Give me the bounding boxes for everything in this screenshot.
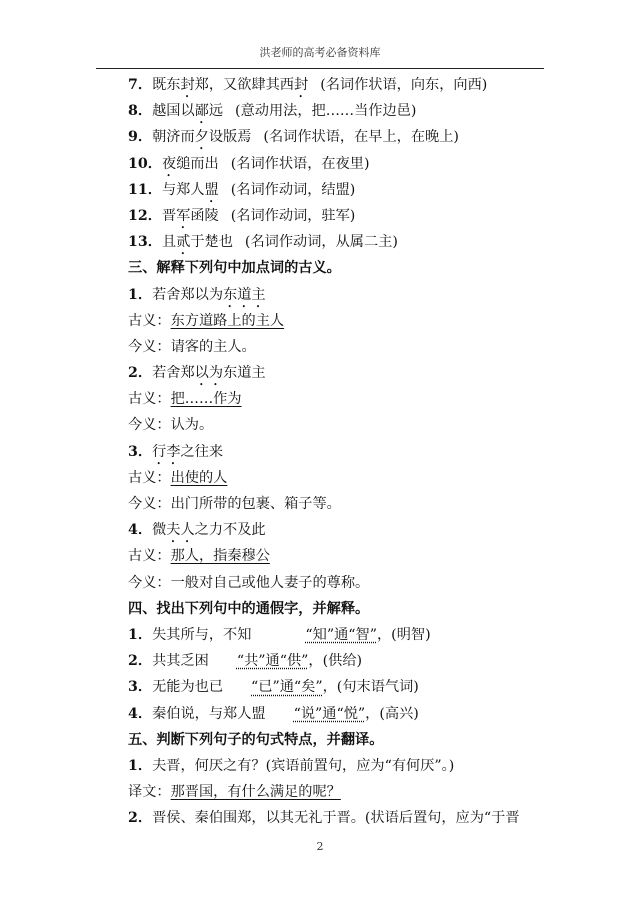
list-item [128, 177, 548, 203]
definition-line [128, 386, 548, 412]
dotted-word: 军 [176, 207, 191, 224]
annotation: (名词作状语，向东，向西) [320, 77, 488, 93]
sentence-text: 晋侯、秦伯围郑，以其无礼于晋。(状语后置句，应为“于晋 [152, 810, 520, 827]
item-number: 7． [128, 77, 153, 93]
list-item [128, 360, 548, 386]
list-item [128, 439, 548, 465]
dotted-word: 盟 [204, 181, 219, 198]
sentence-text: 秦伯说，与郑人盟 [152, 705, 266, 722]
list-item [128, 674, 548, 700]
list-item [128, 151, 548, 177]
section-heading: 五、判断下列句子的句式特点，并翻译。 [128, 731, 384, 748]
definition-text: 请客的主人。 [170, 338, 256, 355]
answer-note: “已”通“矣” [251, 679, 323, 696]
sentence-text: 若舍郑以为 [152, 286, 224, 303]
definition-line [128, 465, 548, 491]
sentence-text: 共其乏困 [152, 653, 209, 670]
answer-tail: ，(高兴) [365, 705, 419, 722]
annotation: (名词作动词，结盟) [230, 181, 356, 198]
item-number: 2． [128, 365, 153, 382]
sentence-text: 若舍郑 [152, 365, 195, 382]
dotted-word: 以为 [194, 365, 224, 382]
list-item [128, 98, 548, 124]
definition-line [128, 412, 548, 438]
definition-label: 古义： [128, 548, 171, 565]
definition-line [128, 570, 548, 596]
item-number: 13． [128, 234, 162, 251]
sentence-text: 夫晋，何厌之有？(宾语前置句，应为“有何厌”。) [152, 757, 455, 774]
item-number: 2． [128, 810, 153, 827]
answer-note: “知”通“智” [305, 626, 377, 643]
sentence-text: 越国以 [152, 103, 195, 120]
item-number: 11． [128, 181, 162, 198]
dotted-word: 贰 [176, 234, 191, 251]
definition-answer: 把……作为 [170, 391, 242, 408]
sentence-text: 于楚也 [190, 234, 233, 251]
translation-label: 译文： [128, 784, 171, 801]
sentence-text: 与郑人 [161, 181, 205, 198]
sentence-text: 晋 [161, 207, 177, 224]
list-item [128, 701, 548, 727]
item-number: 1． [128, 626, 153, 643]
definition-line [128, 491, 548, 517]
item-number: 10． [128, 155, 162, 172]
definition-line [128, 334, 548, 360]
list-item [128, 124, 548, 150]
answer-note: “共”通“供” [236, 653, 309, 670]
translation-answer: 那晋国，有什么满足的呢？ [170, 784, 341, 801]
dotted-word: 东道主 [223, 286, 266, 303]
item-number: 3． [128, 443, 153, 460]
definition-line [128, 543, 548, 569]
item-number: 4． [128, 522, 153, 539]
section-heading: 三、解释下列句中加点词的古义。 [128, 260, 341, 277]
dotted-word: 封 [293, 77, 309, 93]
list-item [128, 517, 548, 543]
sentence-text: 朝济而 [152, 129, 195, 146]
item-number: 8． [128, 103, 153, 120]
answer-note: “说”通“悦” [293, 705, 366, 722]
annotation: (名词作动词，驻军) [230, 207, 356, 224]
definition-text: 认为。 [170, 417, 214, 434]
answer-tail: ，(供给) [308, 653, 363, 670]
annotation: (意动用法，把……当作边邑) [235, 103, 417, 120]
dotted-word: 夜 [161, 155, 177, 172]
annotation: (名词作状语，在夜里) [230, 155, 370, 172]
list-item [128, 72, 548, 98]
annotation: (名词作动词，从属二主) [244, 234, 398, 251]
definition-label: 古义： [128, 312, 171, 329]
sentence-text: 失其所与，不知 [152, 626, 252, 643]
item-number: 3． [128, 679, 153, 696]
item-number: 9． [128, 129, 153, 146]
sentence-text: 缒而出 [176, 155, 219, 172]
definition-label: 今义： [128, 574, 171, 591]
translation-line [128, 779, 548, 805]
list-item [128, 805, 548, 831]
definition-answer: 那人，指秦穆公 [170, 548, 270, 565]
list-item [128, 648, 548, 674]
definition-answer: 出使的人 [170, 469, 228, 486]
item-number: 1． [128, 286, 153, 303]
definition-label: 古义： [128, 391, 171, 408]
sentence-text: 既东 [152, 77, 181, 93]
dotted-word: 封 [180, 77, 195, 93]
definition-label: 今义： [128, 496, 171, 512]
page-number: 2 [316, 840, 324, 853]
item-number: 2． [128, 653, 153, 670]
sentence-text: 之力不及此 [194, 522, 266, 539]
sentence-text: 远 [208, 103, 224, 120]
dotted-word: 夫人 [166, 522, 195, 539]
sentence-text: 且 [161, 234, 177, 251]
definition-label: 今义： [128, 417, 171, 434]
list-item [128, 203, 548, 229]
document-body [128, 72, 548, 831]
definition-label: 今义： [128, 338, 171, 355]
dotted-word: 夕 [194, 129, 209, 146]
item-number: 12． [128, 207, 162, 224]
answer-tail: ，(句末语气词) [322, 679, 419, 696]
definition-text: 出门所带的包裹、箱子等。 [170, 496, 341, 512]
definition-label: 古义： [128, 469, 171, 486]
sentence-text: 东道主 [223, 365, 266, 382]
page-header: 洪老师的高考必备资料库 [259, 46, 381, 59]
item-number: 1． [128, 757, 153, 774]
definition-text: 一般对自己或他人妻子的尊称。 [170, 574, 370, 591]
sentence-text: 之往来 [180, 443, 224, 460]
header-rule [96, 68, 544, 69]
annotation: (名词作状语，在早上，在晚上) [263, 129, 459, 146]
sentence-text: 函陵 [190, 207, 219, 224]
item-number: 4． [128, 705, 153, 722]
answer-tail: ，(明智) [376, 626, 431, 643]
list-item [128, 753, 548, 779]
sentence-text: 郑，又欲肆其西 [194, 77, 294, 93]
list-item [128, 229, 548, 255]
section-heading: 四、找出下列句中的通假字，并解释。 [128, 600, 370, 617]
list-item [128, 282, 548, 308]
sentence-text: 微 [152, 522, 167, 539]
dotted-word: 鄙 [194, 103, 209, 120]
sentence-text: 无能为也已 [152, 679, 224, 696]
dotted-word: 行李 [152, 443, 181, 460]
sentence-text: 设版焉 [208, 129, 252, 146]
definition-answer: 东方道路上的主人 [170, 312, 285, 329]
definition-line [128, 308, 548, 334]
list-item [128, 622, 548, 648]
